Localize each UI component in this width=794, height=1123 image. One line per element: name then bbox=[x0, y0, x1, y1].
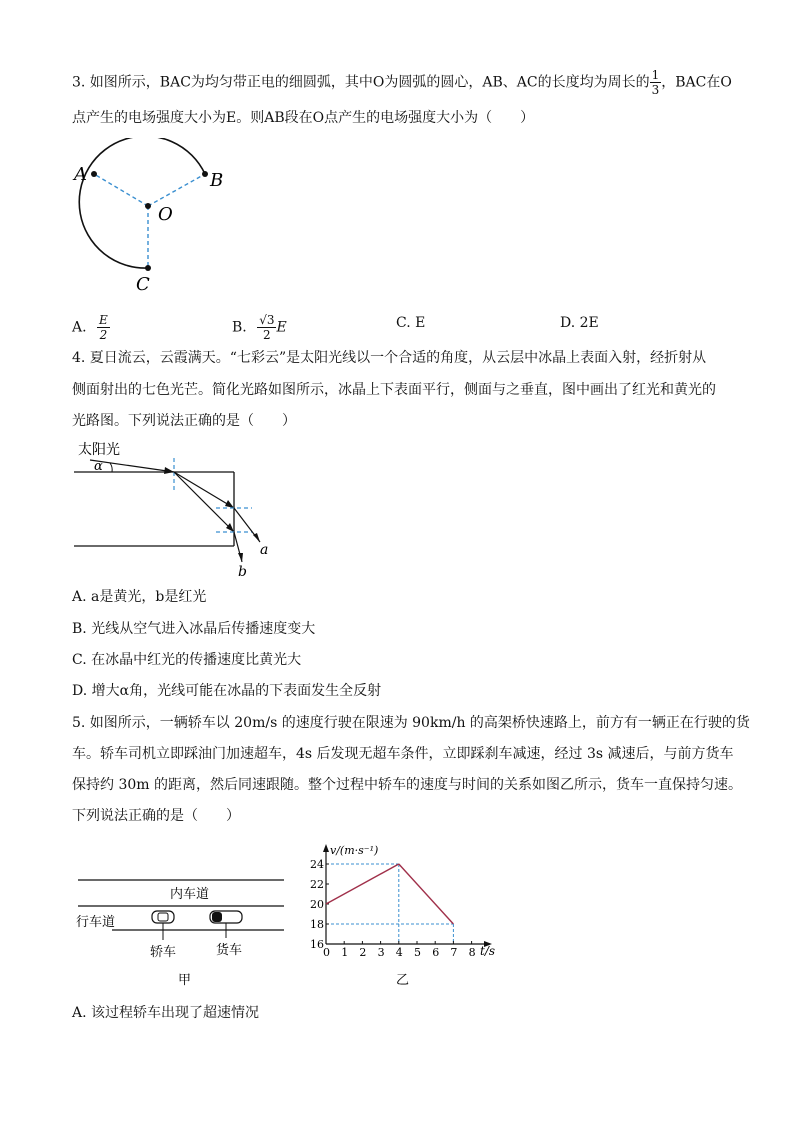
label-a: A bbox=[74, 164, 87, 185]
q5-line1: 5. 如图所示，一辆轿车以 20m/s 的速度行驶在限速为 90km/h 的高架桥快速路上，前方有一辆正在行驶的货 bbox=[72, 715, 750, 731]
y-tick-label: 18 bbox=[310, 918, 324, 931]
x-tick-label: 3 bbox=[377, 946, 385, 959]
q4-line2: 侧面射出的七色光芒。简化光路如图所示，冰晶上下表面平行，侧面与之垂直，图中画出了红光和黄光的 bbox=[72, 382, 716, 398]
frac-num: 1 bbox=[651, 68, 660, 82]
label-c: C bbox=[136, 274, 150, 295]
x-tick-label: 8 bbox=[468, 946, 476, 959]
label-b: b bbox=[238, 564, 247, 580]
option-a-fraction bbox=[97, 313, 110, 342]
option-b-fraction bbox=[257, 313, 276, 342]
q3-option-a[interactable] bbox=[72, 313, 110, 342]
x-tick-label: 0 bbox=[323, 946, 330, 959]
label-a: a bbox=[260, 542, 269, 558]
q5-vt-chart bbox=[300, 838, 510, 998]
q3-option-b[interactable] bbox=[232, 313, 287, 342]
frac-den: 3 bbox=[651, 83, 660, 97]
ray-a-arrow bbox=[225, 500, 234, 508]
point-b bbox=[202, 171, 208, 177]
x-tick-label: 5 bbox=[414, 946, 421, 959]
q4-line3: 光路图。下列说法正确的是（ ） bbox=[72, 413, 296, 429]
angle-arc bbox=[110, 463, 112, 472]
y-tick-label: 20 bbox=[310, 898, 324, 911]
x-tick-label: 7 bbox=[450, 946, 458, 959]
y-axis-arrow bbox=[323, 844, 329, 852]
q3-option-c[interactable]: C. E bbox=[396, 315, 426, 331]
q5-road-figure bbox=[72, 870, 292, 990]
x-tick-label: 4 bbox=[395, 946, 403, 959]
y-tick-label: 22 bbox=[310, 878, 324, 891]
q4-option-c[interactable]: C. 在冰晶中红光的传播速度比黄光大 bbox=[72, 652, 302, 668]
q3-line2: 点产生的电场强度大小为E。则AB段在O点产生的电场强度大小为（ ） bbox=[72, 110, 535, 126]
q3-line1 bbox=[72, 68, 732, 97]
incident-arrow bbox=[164, 467, 174, 474]
radius-ob bbox=[148, 174, 205, 206]
q3-text-1-tail: ，BAC在O bbox=[661, 74, 732, 91]
series-segment bbox=[326, 864, 399, 904]
caption-jia: 甲 bbox=[178, 973, 192, 988]
label-o: O bbox=[158, 204, 173, 225]
point-o bbox=[145, 203, 151, 209]
caption-yi: 乙 bbox=[396, 973, 410, 988]
q4-option-d[interactable]: D. 增大α角，光线可能在冰晶的下表面发生全反射 bbox=[72, 683, 382, 699]
option-a-den: 2 bbox=[99, 328, 108, 342]
option-b-num: √3 bbox=[259, 313, 275, 327]
ray-b-arrow bbox=[226, 523, 234, 532]
q3-text-1: 3. 如图所示，BAC为均匀带正电的细圆弧，其中O为圆弧的圆心，AB、AC的长度均为周长的 bbox=[72, 74, 650, 91]
x-tick-label: 6 bbox=[432, 946, 440, 959]
y-tick-label: 16 bbox=[310, 938, 324, 951]
q4-line1: 4. 夏日流云，云霞满天。“七彩云”是太阳光线以一个合适的角度，从云层中冰晶上表面入射，经折射从 bbox=[72, 350, 707, 366]
q4-option-b[interactable]: B. 光线从空气进入冰晶后传播速度变大 bbox=[72, 621, 316, 637]
fraction-one-third bbox=[650, 68, 662, 97]
chart-series bbox=[326, 864, 453, 924]
car-icon bbox=[152, 911, 174, 923]
option-a-label: A. bbox=[72, 319, 87, 336]
y-tick-label: 24 bbox=[310, 858, 324, 871]
x-tick-label: 2 bbox=[359, 946, 367, 959]
point-c bbox=[145, 265, 151, 271]
q4-option-a[interactable]: A. a是黄光，b是红光 bbox=[72, 589, 207, 605]
truck-icon bbox=[210, 911, 242, 923]
option-b-den: 2 bbox=[263, 328, 271, 342]
q5-option-a[interactable]: A. 该过程轿车出现了超速情况 bbox=[72, 1005, 260, 1021]
point-a bbox=[91, 171, 97, 177]
chart-ylabel: v/(m·s⁻¹) bbox=[330, 844, 379, 857]
q3-arc-figure bbox=[68, 138, 238, 298]
q5-line4: 下列说法正确的是（ ） bbox=[72, 808, 240, 824]
radius-oa bbox=[94, 174, 148, 206]
option-b-label: B. bbox=[232, 319, 247, 336]
chart-xlabel: t/s bbox=[480, 944, 496, 958]
label-car: 轿车 bbox=[150, 945, 177, 960]
label-inner-lane: 内车道 bbox=[170, 887, 210, 902]
option-a-num: E bbox=[99, 313, 108, 327]
option-b-tail: E bbox=[276, 319, 287, 336]
label-truck: 货车 bbox=[216, 943, 243, 958]
q3-option-d[interactable]: D. 2E bbox=[560, 315, 599, 331]
x-tick-label: 1 bbox=[341, 946, 349, 959]
q4-ice-crystal-figure bbox=[70, 436, 290, 582]
q5-line2: 车。轿车司机立即踩油门加速超车，4s 后发现无超车条件，立即踩刹车减速，经过 3s 减速后，与前方货车 bbox=[72, 746, 734, 762]
label-lane: 行车道 bbox=[76, 915, 116, 930]
arc-bac bbox=[79, 138, 205, 268]
label-sunlight: 太阳光 bbox=[78, 442, 120, 458]
label-b: B bbox=[210, 170, 224, 191]
chart-axes bbox=[323, 844, 492, 947]
series-segment bbox=[399, 864, 454, 924]
label-alpha: α bbox=[94, 459, 103, 474]
q5-line3: 保持约 30m 的距离，然后同速跟随。整个过程中轿车的速度与时间的关系如图乙所示，货车一直保持匀速。 bbox=[72, 777, 742, 793]
